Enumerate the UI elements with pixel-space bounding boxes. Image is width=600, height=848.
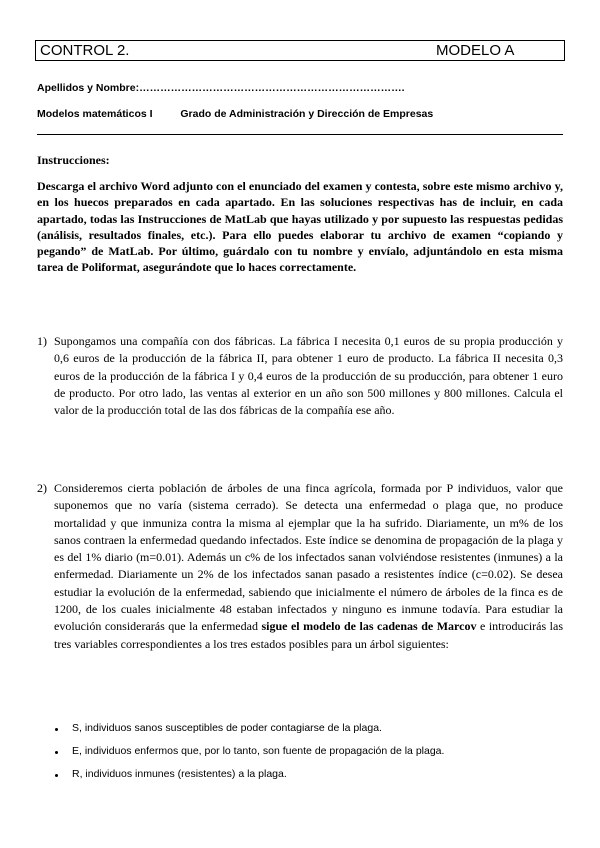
question-text: Supongamos una compañía con dos fábricas. La fábrica I necesita 0,1 euros de su propia producción y 0,6 euros de la producción de la fábrica II, para obtener 1 euro de producto. La fábrica II necesita 0,3 euros de la producción de la fábrica I y 0,4 euros de la producción de su producción, para obtener 1 euro de producto. Por otro lado, las ventas al exterior en un año son 500 millones y 800 millones. Calcula el valor de la producción total de las dos fábricas de la compañía ese año. bbox=[54, 334, 563, 418]
exam-model: MODELO A bbox=[436, 42, 515, 59]
exam-header-box bbox=[35, 40, 565, 61]
bullet-icon bbox=[55, 728, 58, 731]
degree-name: Grado de Administración y Dirección de Empresas bbox=[180, 108, 434, 120]
course-name: Modelos matemáticos I bbox=[37, 108, 153, 120]
question-text bbox=[54, 480, 563, 653]
divider bbox=[37, 134, 563, 135]
question-number: 2) bbox=[37, 481, 47, 495]
bullet-icon bbox=[55, 751, 58, 754]
course-line bbox=[37, 108, 433, 120]
exam-title: CONTROL 2. bbox=[40, 42, 130, 59]
question-text-part: e introducirás las tres variables correspondientes a los tres estados posibles para un árbol siguientes: bbox=[54, 619, 563, 651]
instructions-title: Instrucciones: bbox=[37, 153, 110, 167]
instructions-body: Descarga el archivo Word adjunto con el enunciado del examen y contesta, sobre este mismo archivo y, en los huecos preparados en cada apartado. En las soluciones respectivas has de incluir, en cada apartado, todas las Instrucciones de MatLab que hayas utilizado y por supuesto las respuestas pedidas (análisis, resultados finales, etc.). Para ello puedes elaborar tu archivo de examen “copiando y pegando” de MatLab. Por último, guárdalo con tu nombre y envíalo, adjuntándolo en esta misma tarea de Poliformat, asegurándote que lo haces correctamente. bbox=[37, 179, 563, 275]
name-line: Apellidos y Nombre:…………………………………………………………………. bbox=[37, 82, 405, 94]
bullet-icon bbox=[55, 774, 58, 777]
question-number: 1) bbox=[37, 334, 47, 348]
question-text-part: Consideremos cierta población de árboles de una finca agrícola, formada por P individuos, valor que suponemos que no varía (sistema cerrado). Se detecta una enfermedad o plaga que, no produce mortalidad y que inmuniza contra la misma al ejemplar que la ha sufrido. Diariamente, un m% de los sanos contraen la enfermedad quedando infectados. Este índice se denomina de propagación de la plaga y es del 1% diario (m=0.01). Además un c% de los infectados sanan volviéndose resistentes (inmunes) a la enfermedad. Diariamente un 2% de los infectados sanan pasado a resistentes índice (c=0.02). Se desea estudiar la evolución de la enfermedad, sabiendo que inicialmente el número de árboles de la finca es de 1200, de los cuales inicialmente 48 estaban infectados y ninguno es inmune todavía. Para estudiar la evolución considerarás que la enfermedad bbox=[54, 481, 563, 634]
question-text-bold: sigue el modelo de las cadenas de Marcov bbox=[261, 619, 477, 634]
